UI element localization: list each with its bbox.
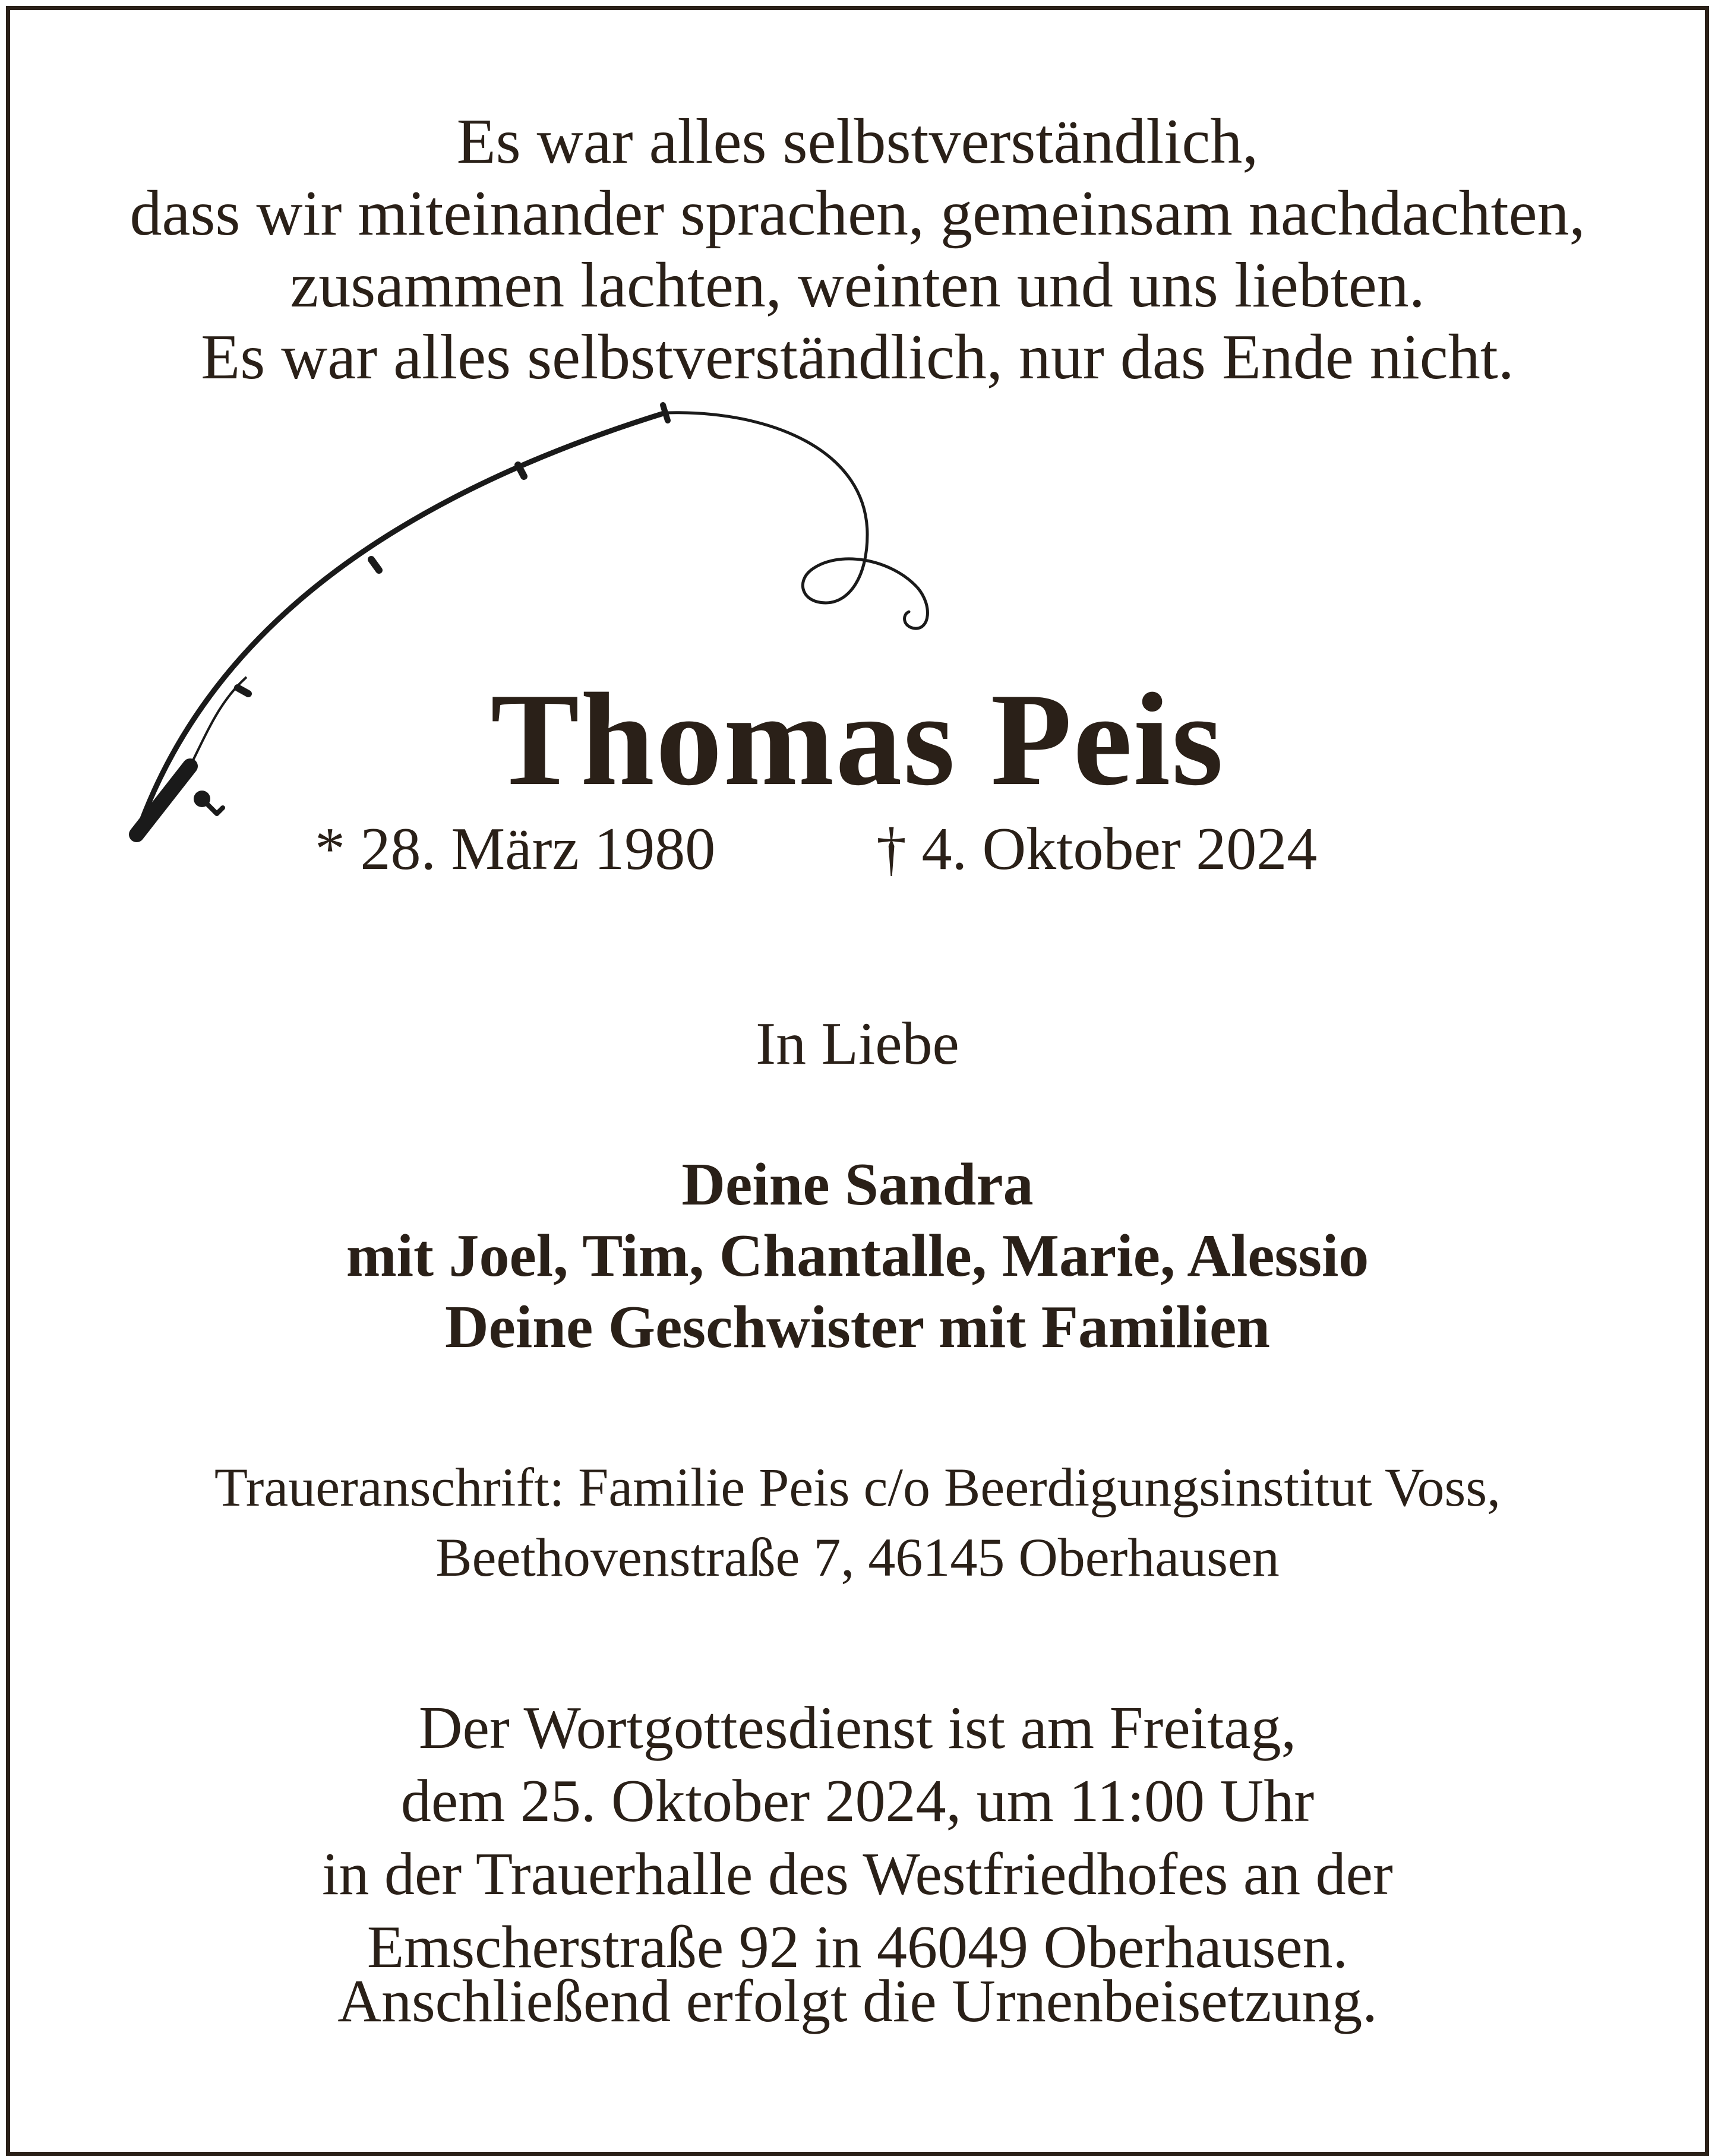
service-line: dem 25. Oktober 2024, um 11:00 Uhr (400, 1768, 1315, 1835)
service-line: in der Trauerhalle des Westfriedhofes an der (322, 1841, 1393, 1908)
verse-line: dass wir miteinander sprachen, gemeinsam nachdachten, (130, 178, 1585, 249)
address-line: Traueranschrift: Familie Peis c/o Beerdigungsinstitut Voss, (214, 1457, 1501, 1518)
mourner-line: Deine Sandra (681, 1151, 1034, 1218)
service-line: Der Wortgottesdienst ist am Freitag, (418, 1695, 1297, 1762)
mourner-line: mit Joel, Tim, Chantalle, Marie, Alessio (346, 1222, 1369, 1289)
mourning-address (0, 1452, 1715, 1592)
in-love-line: In Liebe (756, 1010, 959, 1077)
verse-line: zusammen lachten, weinten und uns liebten. (290, 250, 1425, 321)
death-date: † 4. Oktober 2024 (876, 815, 1318, 883)
memorial-verse (0, 106, 1715, 393)
verse-line: Es war alles selbstverständlich, nur das Ende nicht. (201, 322, 1514, 393)
mourners-list (0, 1149, 1715, 1363)
address-line: Beethovenstraße 7, 46145 Oberhausen (435, 1527, 1280, 1588)
burial-note: Anschließend erfolgt die Urnenbeisetzung. (337, 1968, 1378, 2035)
service-line: Emscherstraße 92 in 46049 Oberhausen. (367, 1914, 1348, 1981)
deceased-name: Thomas Peis (490, 666, 1225, 813)
service-details (0, 1692, 1715, 1984)
birth-date: * 28. März 1980 (315, 815, 716, 883)
mourner-line: Deine Geschwister mit Familien (444, 1294, 1270, 1361)
verse-line: Es war alles selbstverständlich, (456, 106, 1259, 177)
